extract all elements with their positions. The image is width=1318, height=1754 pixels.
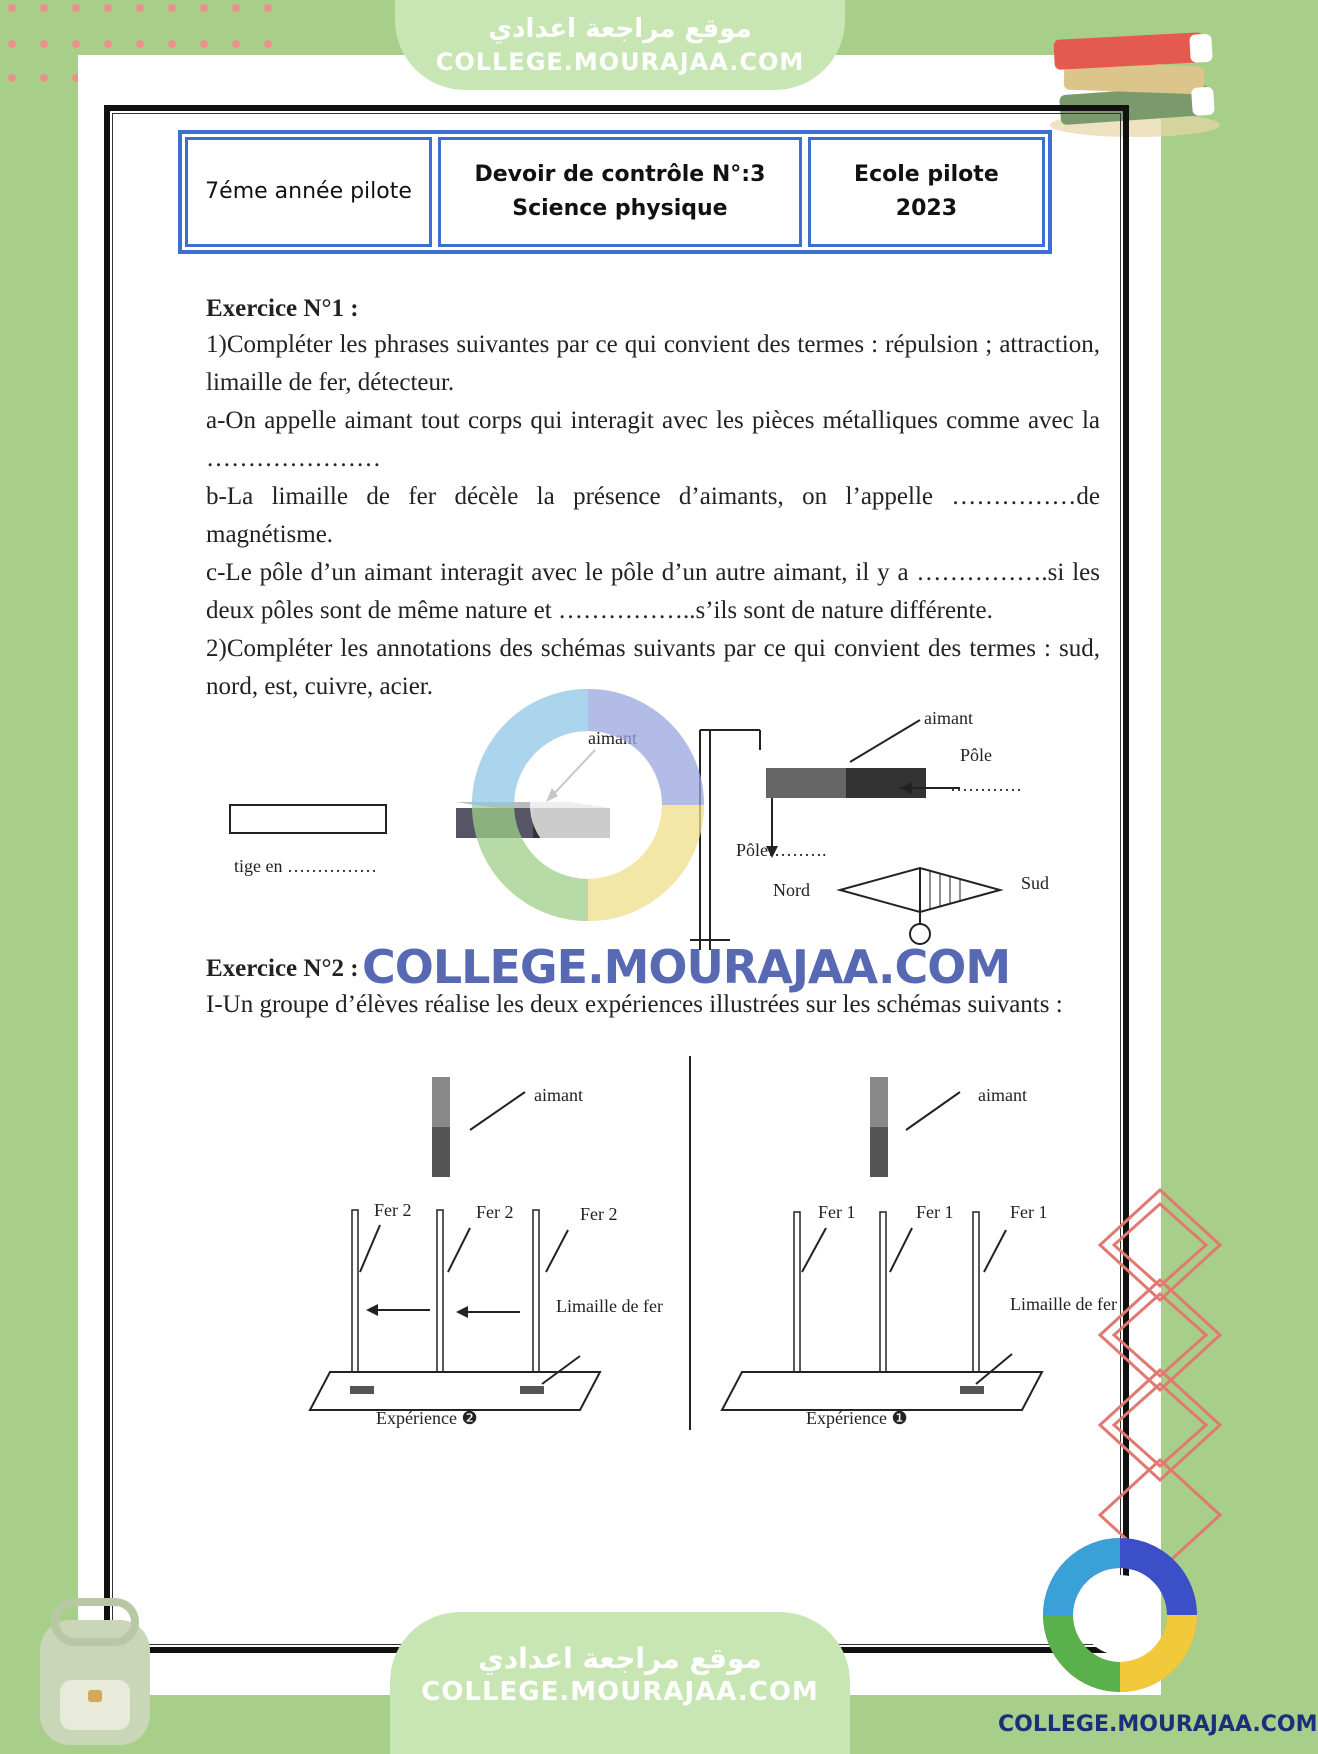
exp1-caption: Expérience ❶ [806, 1408, 908, 1428]
exp2-label-fer-2: Fer 2 [476, 1202, 514, 1222]
exercise2-diagrams [270, 1050, 1050, 1430]
exp1-label-aimant: aimant [978, 1085, 1027, 1105]
site-domain: COLLEGE.MOURAJAA.COM [435, 48, 805, 76]
backpack-icon [20, 1590, 170, 1750]
header-test-title: Devoir de contrôle N°:3 [474, 162, 766, 187]
label-pole-dots: ………… [950, 775, 1022, 795]
label-tige: tige en …………… [234, 856, 377, 876]
watermark-domain-text: COLLEGE.MOURAJAA.COM [362, 940, 1011, 994]
corner-site-logo-icon [1040, 1535, 1200, 1700]
exp1-label-limaille: Limaille de fer [1010, 1294, 1117, 1314]
exp1-label-fer-2: Fer 1 [916, 1202, 954, 1222]
exp2-caption: Expérience ❷ [376, 1408, 478, 1428]
label-aimant-left: aimant [588, 728, 637, 748]
exercise1-question1: 1)Compléter les phrases suivantes par ce qui convient des termes : répulsion ; attraction, limaille de fer, détecteur. [206, 331, 1100, 396]
label-pole-right: Pôle [960, 745, 993, 765]
label-pole-bottom: Pôle………. [736, 840, 827, 860]
exp1-label-fer-1: Fer 1 [818, 1202, 856, 1222]
label-nord: Nord [773, 880, 810, 900]
header-table [178, 130, 1052, 254]
exercise1-sentence-b: b-La limaille de fer décèle la présence d’aimants, on l’appelle ……………de magnétisme. [206, 483, 1100, 548]
exp2-label-fer-1: Fer 2 [374, 1200, 412, 1220]
corner-site-domain: COLLEGE.MOURAJAA.COM [998, 1712, 1318, 1737]
site-logo-watermark-icon [458, 685, 718, 925]
bottom-site-domain: COLLEGE.MOURAJAA.COM [421, 1677, 819, 1707]
rod-shape [230, 805, 386, 833]
exp2-label-aimant: aimant [534, 1085, 583, 1105]
header-subject: Science physique [512, 196, 728, 221]
header-school: Ecole pilote [854, 162, 999, 187]
exp2-label-fer-3: Fer 2 [580, 1204, 618, 1224]
exp1-label-fer-3: Fer 1 [1010, 1202, 1048, 1222]
exercise1-sentence-c: c-Le pôle d’un aimant interagit avec le pôle d’un autre aimant, il y a …………….si les deux pôles sont de même nature et ……………..s’ils sont de nature différente. [206, 559, 1100, 624]
header-year: 2023 [895, 196, 957, 221]
label-aimant-right: aimant [924, 708, 973, 728]
exercise2-intro: I-Un groupe d’élèves réalise les deux expériences illustrées sur les schémas suivants : [206, 991, 1063, 1018]
header-level: 7éme année pilote [205, 179, 412, 204]
header-level-cell [185, 137, 432, 247]
exercise2-title: Exercice N°2 : [206, 955, 359, 982]
header-school-cell [808, 137, 1045, 247]
site-arabic-name: موقع مراجعة اعدادي [488, 14, 752, 44]
decorative-diamonds-icon [1100, 1190, 1239, 1550]
bottom-site-banner [390, 1612, 850, 1754]
exercise1-title: Exercice N°1 : [206, 295, 359, 322]
exp2-label-limaille: Limaille de fer [556, 1296, 663, 1316]
header-test-cell [438, 137, 802, 247]
bottom-site-arabic-name: موقع مراجعة اعدادي [478, 1642, 762, 1675]
exercise1-sentence-a: a-On appelle aimant tout corps qui interagit avec les pièces métalliques comme avec la ………………… [206, 407, 1100, 472]
exercise1-question2: 2)Compléter les annotations des schémas suivants par ce qui convient des termes : sud, nord, est, cuivre, acier. [206, 635, 1100, 700]
label-sud: Sud [1021, 873, 1050, 893]
top-site-banner [395, 0, 845, 90]
